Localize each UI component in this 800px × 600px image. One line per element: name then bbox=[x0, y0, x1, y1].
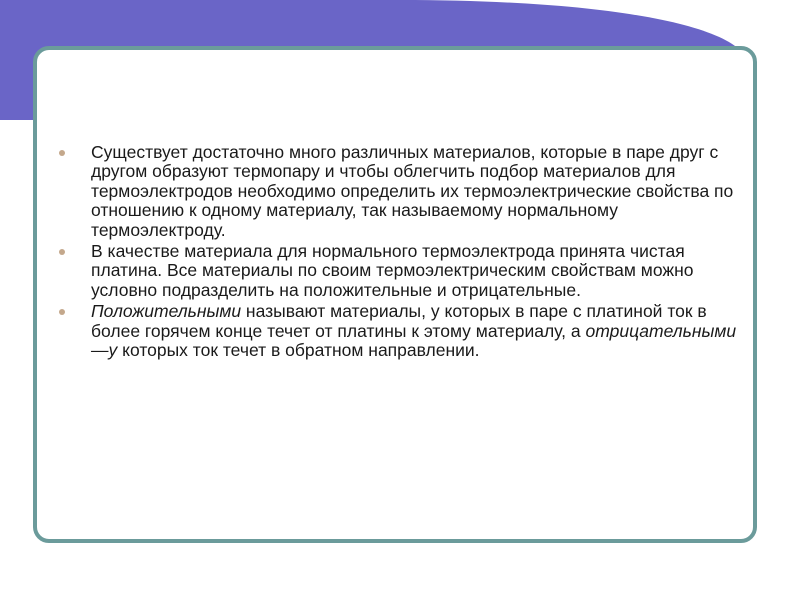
bullet-item-3 bbox=[57, 302, 737, 360]
bullet-marker bbox=[59, 150, 65, 156]
bullet-list bbox=[57, 143, 737, 362]
bullet-item-2 bbox=[57, 242, 737, 300]
bullet-marker bbox=[59, 309, 65, 315]
bullet-text-3-italic-a: Положительными bbox=[91, 301, 242, 322]
bullet-item-1 bbox=[57, 143, 737, 240]
bullet-text-2: В качестве материала для нормального термоэлектрода принята чистая платина. Все материалы по своим термоэлектрическим свойствам можно условно подразделить на положительные и отрицательные. bbox=[91, 241, 694, 300]
bullet-text-3-d: которых ток течет в обратном направлении. bbox=[117, 340, 480, 361]
bullet-text-1: Существует достаточно много различных материалов, которые в паре друг с другом образуют термопару и чтобы облегчить подбор материалов для термоэлектродов необходимо определить их термоэлектрические свойства по отношению к одному материалу, так называемому нормальному термоэлектроду. bbox=[91, 142, 734, 240]
bullet-marker bbox=[59, 249, 65, 255]
bullet-text-3-b: называют материалы, у которых в паре с платиной ток в более горячем конце течет от платины к этому материалу, а bbox=[91, 301, 707, 341]
bullet-text-3-italic-c: отрицательными —у bbox=[91, 320, 737, 361]
